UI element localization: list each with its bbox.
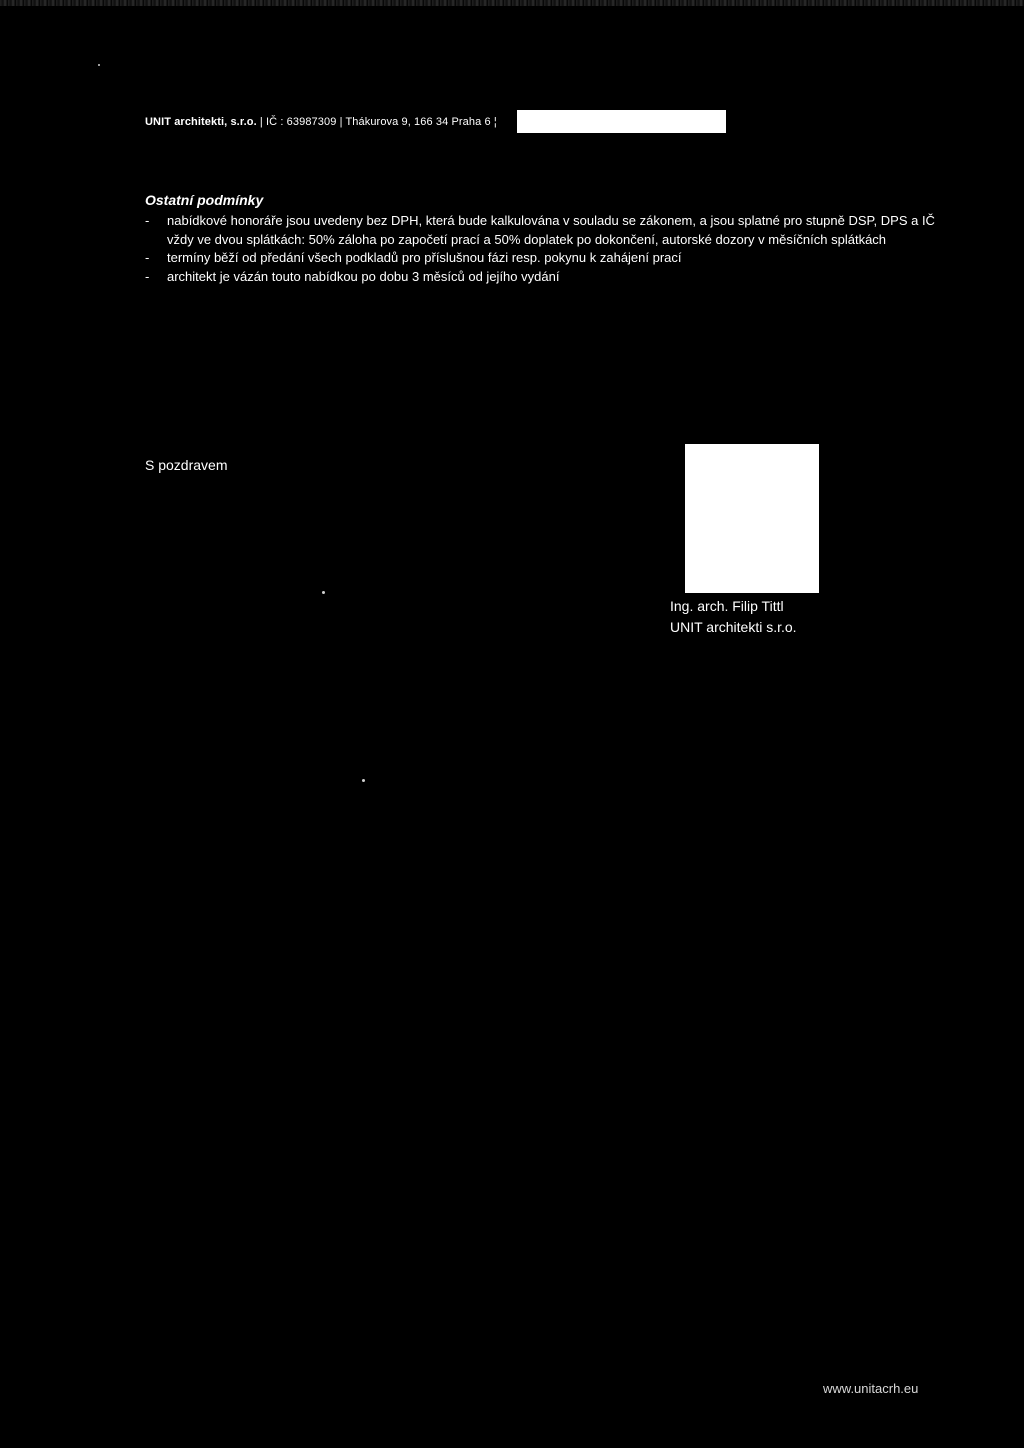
list-item bbox=[145, 249, 945, 268]
signature-redaction-box bbox=[685, 444, 819, 593]
greeting: S pozdravem bbox=[145, 457, 228, 473]
letterhead bbox=[145, 116, 497, 128]
condition-text: architekt je vázán touto nabídkou po dobu 3 měsíců od jejího vydání bbox=[167, 268, 560, 284]
website-link[interactable]: www.unitacrh.eu bbox=[823, 1381, 919, 1396]
scan-edge-noise bbox=[0, 0, 1024, 6]
scan-speck bbox=[362, 779, 365, 782]
scan-speck bbox=[98, 64, 100, 66]
scan-speck bbox=[322, 591, 325, 594]
company-details: | IČ : 63987309 | Thákurova 9, 166 34 Praha 6 ¦ bbox=[256, 116, 497, 128]
header-redaction-box bbox=[517, 110, 726, 133]
company-name: UNIT architekti, s.r.o. bbox=[145, 116, 257, 128]
bullet-dash: - bbox=[145, 250, 150, 265]
condition-text: nabídkové honoráře jsou uvedeny bez DPH, která bude kalkulována v souladu se zákonem, a jsou splatné pro stupně DSP, DPS a IČ vždy ve dvou splátkách: 50% záloha po započetí prací a 50% doplatek po dokončení, autorské dozory v měsíčních splátkách bbox=[167, 213, 935, 247]
conditions-list bbox=[145, 212, 945, 286]
signer-company: UNIT architekti s.r.o. bbox=[670, 619, 797, 635]
list-item bbox=[145, 268, 945, 287]
signer-name: Ing. arch. Filip Tittl bbox=[670, 598, 784, 614]
condition-text: termíny běží od předání všech podkladů pro příslušnou fázi resp. pokynu k zahájení prací bbox=[167, 250, 682, 265]
section-title: Ostatní podmínky bbox=[145, 192, 264, 208]
bullet-dash: - bbox=[145, 268, 150, 284]
list-item bbox=[145, 212, 945, 249]
bullet-dash: - bbox=[145, 213, 150, 228]
